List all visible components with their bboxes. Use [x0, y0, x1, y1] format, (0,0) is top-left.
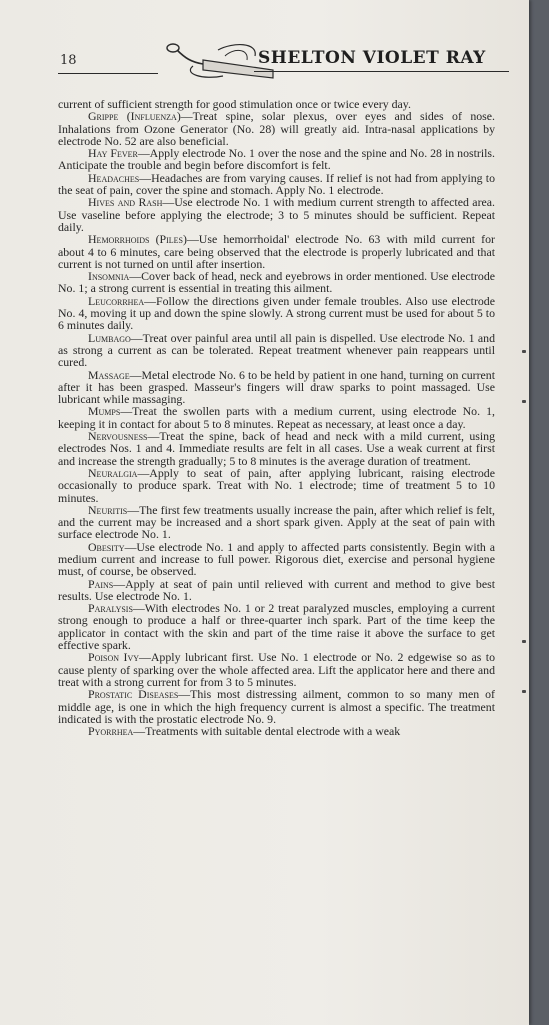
entry-term: Insomnia — [88, 269, 130, 284]
treatment-entry — [58, 332, 495, 369]
binding-mark — [522, 400, 526, 403]
entry-term: Pyorrhea — [88, 724, 134, 739]
entry-term: Obesity — [88, 539, 125, 554]
title-rule — [254, 71, 509, 72]
entry-term: Massage — [88, 367, 130, 382]
binding-mark — [522, 350, 526, 353]
entry-term: Hay Fever — [88, 146, 138, 161]
intro-paragraph: current of sufficient strength for good stimulation once or twice every day. — [58, 97, 411, 111]
binding-mark — [522, 690, 526, 693]
entry-text: —The first few treatments usually increase the pain, after which relief is felt, and the current may be increased and a short spark given. Apply at the seat of pain with surface electrode No. 1. — [58, 502, 495, 542]
entry-text: —Treat the swollen parts with a medium current, using electrode No. 1, keeping it in contact for about 5 to 8 minutes. Repeat as necessary, at least once a day. — [58, 404, 495, 431]
entry-text: —Apply to seat of pain, after applying lubricant, raising electrode occasionally to produce spark. Treat with No. 1 electrode; time of treatment 5 to 10 minutes. — [58, 465, 495, 505]
entry-term: Mumps — [88, 404, 121, 419]
entry-term: Nervousness — [88, 429, 148, 444]
entry-term: Neuralgia — [88, 465, 138, 480]
entry-term: Grippe (Influenza) — [88, 109, 181, 124]
entry-text: —Apply lubricant first. Use No. 1 electrode or No. 2 edgewise so as to cause plenty of sparking over the whole affected area. Lift the applicator here and there and treat with a strong current for from 3 to 5 minutes. — [58, 650, 496, 689]
treatment-entry — [58, 578, 495, 603]
entry-term: Lumbago — [88, 330, 131, 345]
treatment-entry — [58, 688, 495, 725]
treatment-entry — [58, 651, 495, 688]
treatment-entry — [58, 110, 495, 147]
entry-text: —Apply electrode No. 1 over the nose and the spine and No. 28 in nostrils. Anticipate the trouble and begin before discomfort is felt. — [58, 146, 495, 173]
entry-text: —Treat the spine, back of head and neck with a mild current, using electrodes Nos. 1 and 4. Immediate results are felt in all cases. Use a weak current at first and increase the strength gradually; 5 to 8 minutes is the average duration of treatment. — [58, 429, 495, 468]
treatment-entry — [58, 196, 495, 233]
entry-term: Pains — [88, 576, 114, 591]
entry-text: —Use electrode No. 1 and apply to affected parts consistently. Begin with a medium current and increase to full power. Rigorous diet, exercise and personal hygiene must, of course, be observed. — [58, 539, 495, 579]
entry-text: —Apply at seat of pain until relieved with current and method to give best results. Use electrode No. 1. — [58, 576, 495, 603]
entry-text: —Headaches are from varying causes. If relief is not had from applying to the seat of pain, cover the spine and stomach. Apply No. 1 electrode. — [58, 170, 495, 198]
treatment-entry — [58, 405, 495, 430]
treatment-entry — [58, 430, 495, 467]
entry-text: —Cover back of head, neck and eyebrows in order mentioned. Use electrode No. 1; a strong current is essential in treating this ailment. — [58, 269, 495, 296]
treatment-entry — [58, 467, 495, 504]
header-rule — [58, 73, 158, 74]
treatment-entry — [58, 172, 495, 197]
treatment-entry — [58, 725, 495, 737]
entry-text: —With electrodes No. 1 or 2 treat paralyzed muscles, employing a current strong enough to produce a half or three-quarter inch spark. Part of the time keep the applicator in contact with the skin and part of the time raise it above the surface to get effective spark. — [58, 601, 495, 653]
treatment-entry — [58, 504, 495, 541]
entry-text: —This most distressing ailment, common to so many men of middle age, is one in which the high frequency current is almost a specific. The treatment indicated is with the prostatic electrode No. 9. — [58, 687, 495, 726]
treatment-entries — [58, 110, 495, 737]
entry-text: —Use hemorrhoidal' electrode No. 63 with mild current for about 4 to 6 minutes, care being observed that the electrode is properly lubricated and that current is not turned on until after insertion. — [58, 232, 495, 271]
entry-term: Headaches — [88, 170, 140, 185]
entry-term: Hives and Rash — [88, 195, 163, 210]
binding-mark — [522, 640, 526, 643]
entry-term: Prostatic Diseases — [88, 687, 179, 702]
entry-text: —Follow the directions given under female troubles. Also use electrode No. 4, moving it up and down the spine slowly. A strong current must be used for about 5 to 6 minutes daily. — [58, 293, 495, 333]
treatment-entry — [58, 541, 495, 578]
page-number: 18 — [60, 53, 77, 68]
entry-term: Hemorrhoids (Piles) — [88, 232, 187, 247]
entry-text: —Treat over painful area until all pain is dispelled. Use electrode No. 1 and as strong a current as can be tolerated. Repeat treatment whenever pain reappears until cured. — [58, 330, 495, 370]
entry-text: —Use electrode No. 1 with medium current strength to affected area. Use vaseline before applying the electrode; 3 to 5 minutes should be sufficient. Repeat daily. — [58, 195, 495, 234]
entry-term: Neuritis — [88, 502, 128, 517]
page-header — [58, 38, 508, 88]
treatment-entry — [58, 147, 495, 172]
treatment-entry — [58, 369, 495, 406]
article-body — [58, 98, 495, 737]
entry-term: Poison Ivy — [88, 650, 140, 665]
entry-term: Leucorrhea — [88, 293, 145, 308]
entry-term: Paralysis — [88, 601, 133, 616]
treatment-entry — [58, 602, 495, 651]
running-title: SHELTON VIOLET RAY — [258, 48, 486, 68]
treatment-entry — [58, 233, 495, 270]
entry-text: —Metal electrode No. 6 to be held by patient in one hand, turning on current after it has been grasped. Masseur's fingers will draw sparks to point massaged. Use lubricant while massaging. — [58, 367, 495, 407]
treatment-entry — [58, 270, 495, 295]
treatment-entry — [58, 295, 495, 332]
entry-text: —Treatments with suitable dental electrode with a weak — [133, 724, 401, 739]
entry-text: —Treat spine, solar plexus, over eyes and sides of nose. Inhalations from Ozone Generator (No. 28) will greatly aid. Intra-nasal applications by electrode No. 52 are also beneficial. — [58, 109, 495, 148]
